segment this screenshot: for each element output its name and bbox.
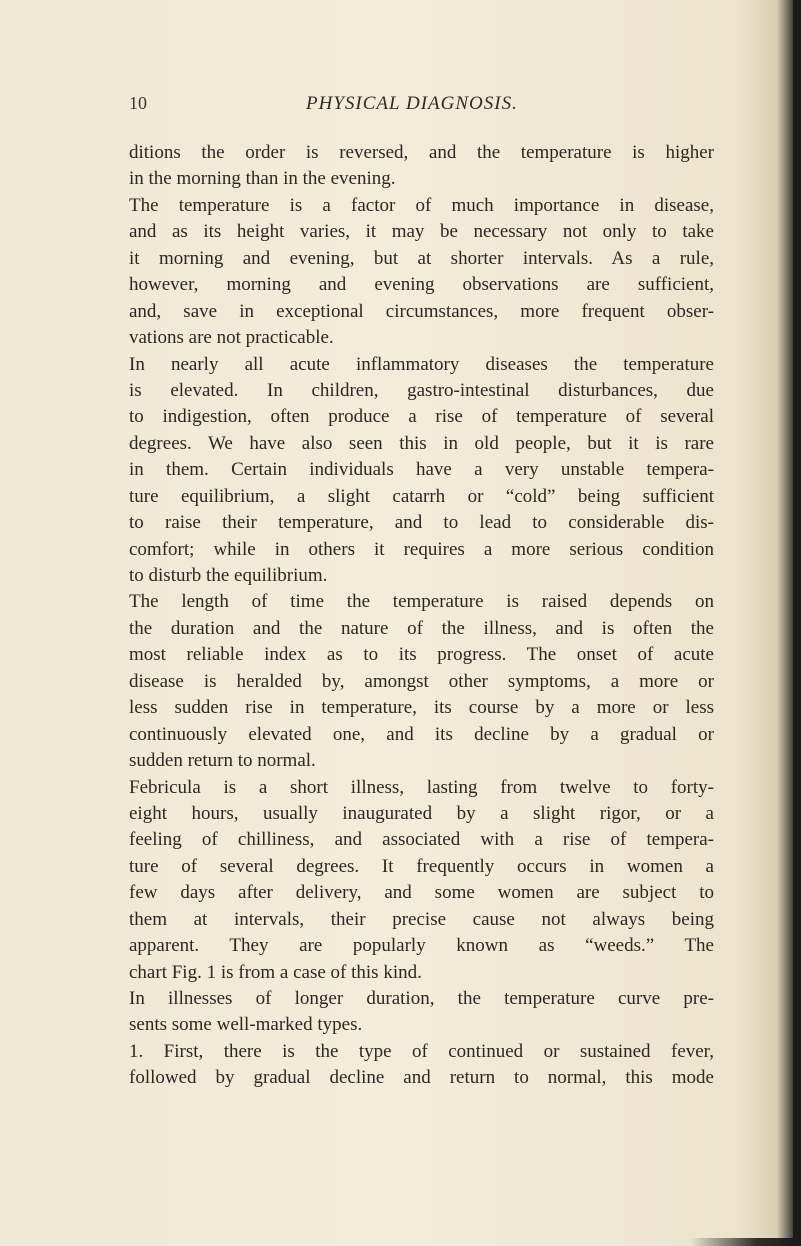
text-line: degrees. We have also seen this in old people, but it is rare bbox=[129, 432, 714, 454]
text-line: ditions the order is reversed, and the temperature is higher bbox=[129, 142, 714, 163]
text-line: to indigestion, often produce a rise of temperature of several bbox=[129, 406, 714, 428]
text-line: is elevated. In children, gastro-intestinal disturbances, due bbox=[129, 379, 714, 401]
text-line: ture of several degrees. It frequently occurs in women a bbox=[129, 855, 714, 877]
text-line: less sudden rise in temperature, its course by a more or less bbox=[129, 697, 714, 719]
text-line: ture equilibrium, a slight catarrh or “cold” being sufficient bbox=[129, 485, 714, 507]
text-line: it morning and evening, but at shorter intervals. As a rule, bbox=[129, 247, 714, 269]
text-line: In illnesses of longer duration, the temperature curve pre- bbox=[129, 988, 714, 1009]
text-line: them at intervals, their precise cause not always being bbox=[129, 908, 714, 930]
text-line: chart Fig. 1 is from a case of this kind. bbox=[129, 961, 422, 983]
page-number: 10 bbox=[129, 93, 147, 113]
text-line: in them. Certain individuals have a very unstable tempera- bbox=[129, 459, 714, 481]
text-line: The temperature is a factor of much importance in disease, bbox=[129, 194, 714, 216]
text-line: however, morning and evening observations are sufficient, bbox=[129, 274, 714, 296]
text-line: Febricula is a short illness, lasting from twelve to forty- bbox=[129, 776, 714, 798]
text-line: apparent. They are popularly known as “weeds.” The bbox=[129, 935, 714, 957]
page-corner-shadow bbox=[690, 1238, 801, 1246]
text-line: to raise their temperature, and to lead to considerable dis- bbox=[129, 512, 714, 534]
text-line: the duration and the nature of the illness, and is often the bbox=[129, 617, 714, 639]
text-line: feeling of chilliness, and associated with a rise of tempera- bbox=[129, 829, 714, 851]
text-line: 1. First, there is the type of continued or sustained fever, bbox=[129, 1040, 714, 1062]
body-text bbox=[129, 140, 714, 1092]
text-line: In nearly all acute inflammatory diseases the temperature bbox=[129, 353, 714, 375]
text-line: to disturb the equilibrium. bbox=[129, 565, 328, 586]
text-line: disease is heralded by, amongst other symptoms, a more or bbox=[129, 670, 714, 692]
page-header bbox=[0, 93, 801, 119]
text-line: most reliable index as to its progress. The onset of acute bbox=[129, 644, 714, 666]
text-line: vations are not practicable. bbox=[129, 327, 334, 349]
text-line: and, save in exceptional circumstances, more frequent obser- bbox=[129, 300, 714, 322]
text-line: followed by gradual decline and return to normal, this mode bbox=[129, 1067, 714, 1089]
text-line: continuously elevated one, and its decline by a gradual or bbox=[129, 723, 714, 745]
page-edge-shadow bbox=[793, 0, 801, 1246]
text-line: The length of time the temperature is raised depends on bbox=[129, 591, 714, 613]
text-line: sudden return to normal. bbox=[129, 750, 316, 772]
text-line: sents some well-marked types. bbox=[129, 1014, 363, 1036]
text-line: in the morning than in the evening. bbox=[129, 168, 396, 190]
running-title: PHYSICAL DIAGNOSIS. bbox=[306, 93, 518, 114]
text-line: comfort; while in others it requires a more serious condition bbox=[129, 538, 714, 560]
text-line: few days after delivery, and some women are subject to bbox=[129, 882, 714, 904]
text-line: eight hours, usually inaugurated by a slight rigor, or a bbox=[129, 802, 714, 824]
text-line: and as its height varies, it may be necessary not only to take bbox=[129, 221, 714, 243]
